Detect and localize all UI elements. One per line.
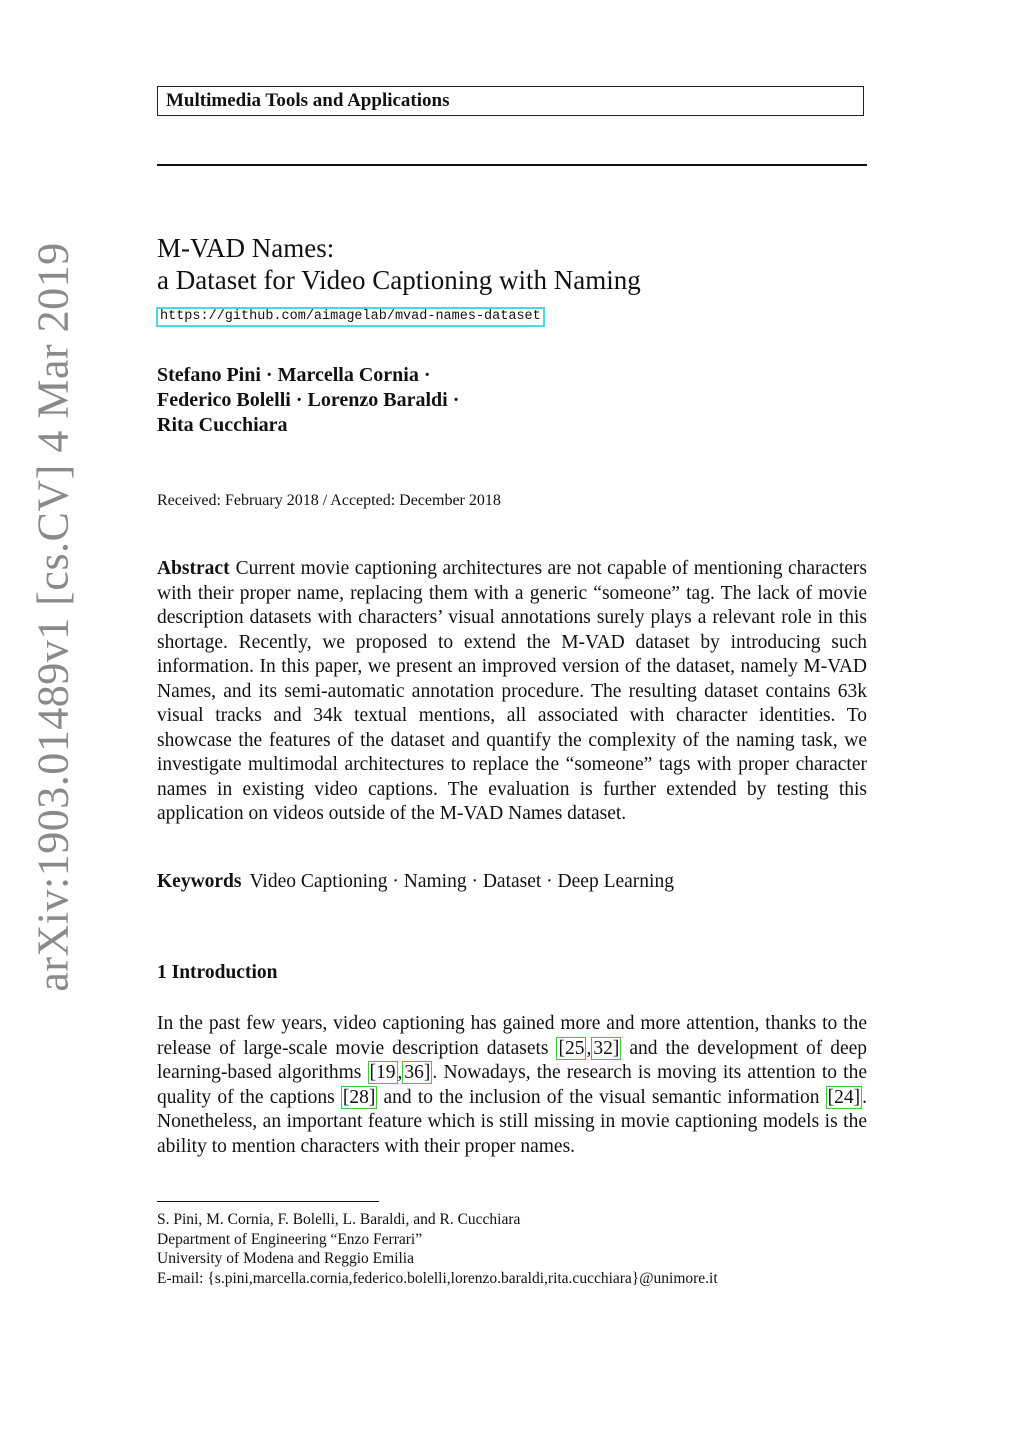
citation-link[interactable]: [28] [342, 1086, 376, 1108]
abstract-label: Abstract [157, 558, 230, 579]
citation-link[interactable]: [25 [558, 1037, 585, 1059]
header-rule [157, 164, 867, 166]
footnote-email: E-mail: {s.pini,marcella.cornia,federico.bolelli,lorenzo.baraldi,rita.cucchiara}@unimore.it [157, 1269, 718, 1287]
abstract [157, 557, 867, 827]
title-line-1: M-VAD Names: [157, 233, 335, 263]
intro-text: , [586, 1037, 592, 1059]
author-list [157, 363, 459, 438]
abstract-text: Current movie captioning architectures are not capable of mentioning characters with their proper name, replacing them with a generic “someone” tag. The lack of movie description datasets with characters’ visual annotations surely plays a relevant role in this shortage. Recently, we proposed to extend the M-VAD dataset by introducing such information. In this paper, we present an improved version of the dataset, namely M-VAD Names, and its semi-automatic annotation procedure. The resulting dataset contains 63k visual tracks and 34k textual mentions, all associated with character identities. To showcase the features of the dataset and quantify the complexity of the naming task, we investigate multimodal architectures to replace the “someone” tags with proper character names in existing video captions. The evaluation is further extended by testing this application on videos outside of the M-VAD Names dataset. [157, 558, 867, 824]
footnote-line-1: S. Pini, M. Cornia, F. Bolelli, L. Baraldi, and R. Cucchiara [157, 1211, 521, 1228]
footnote-line-3: University of Modena and Reggio Emilia [157, 1250, 414, 1267]
authors-line-2: Federico Bolelli · Lorenzo Baraldi · [157, 389, 460, 411]
intro-text: . Nowadays, the research is moving its attention to the quality of the captions [157, 1062, 867, 1108]
authors-line-1: Stefano Pini · Marcella Cornia · [157, 364, 431, 386]
intro-text: and to the inclusion of the visual semantic information [377, 1086, 826, 1108]
intro-text: , [397, 1062, 403, 1083]
intro-text: In the past few years, video captioning has gained more and more attention, thanks to the release of large-scale movie description datasets [157, 1013, 867, 1059]
introduction-paragraph [157, 1012, 867, 1159]
section-heading-introduction: 1 Introduction [157, 962, 278, 983]
keywords-label: Keywords [157, 871, 242, 892]
citation-link[interactable]: 32] [593, 1037, 620, 1059]
arxiv-stamp [18, 242, 88, 992]
dataset-url-link[interactable]: https://github.com/aimagelab/mvad-names-dataset [156, 307, 545, 327]
intro-text: . Nonetheless, an important feature which is still missing in movie captioning models is the ability to mention characters with their proper names. [157, 1086, 867, 1157]
citation-link[interactable]: [24] [827, 1086, 861, 1108]
citation-link[interactable]: 36] [404, 1062, 431, 1083]
paper-title [157, 232, 641, 296]
received-dates: Received: February 2018 / Accepted: December 2018 [157, 492, 501, 509]
authors-line-3: Rita Cucchiara [157, 414, 288, 436]
arxiv-stamp-text: arXiv:1903.01489v1 [cs.CV] 4 Mar 2019 [28, 242, 78, 992]
citation-link[interactable]: [19 [369, 1062, 396, 1083]
keywords [157, 871, 674, 893]
title-line-2: a Dataset for Video Captioning with Naming [157, 265, 641, 295]
keywords-text: Video Captioning · Naming · Dataset · Deep Learning [249, 871, 674, 892]
author-affiliation-footnote [157, 1210, 718, 1288]
intro-text: and the development of deep learning-based algorithms [157, 1037, 868, 1083]
footnote-line-2: Department of Engineering “Enzo Ferrari” [157, 1230, 423, 1248]
journal-header: Multimedia Tools and Applications [157, 86, 864, 116]
footnote-rule [157, 1201, 379, 1202]
